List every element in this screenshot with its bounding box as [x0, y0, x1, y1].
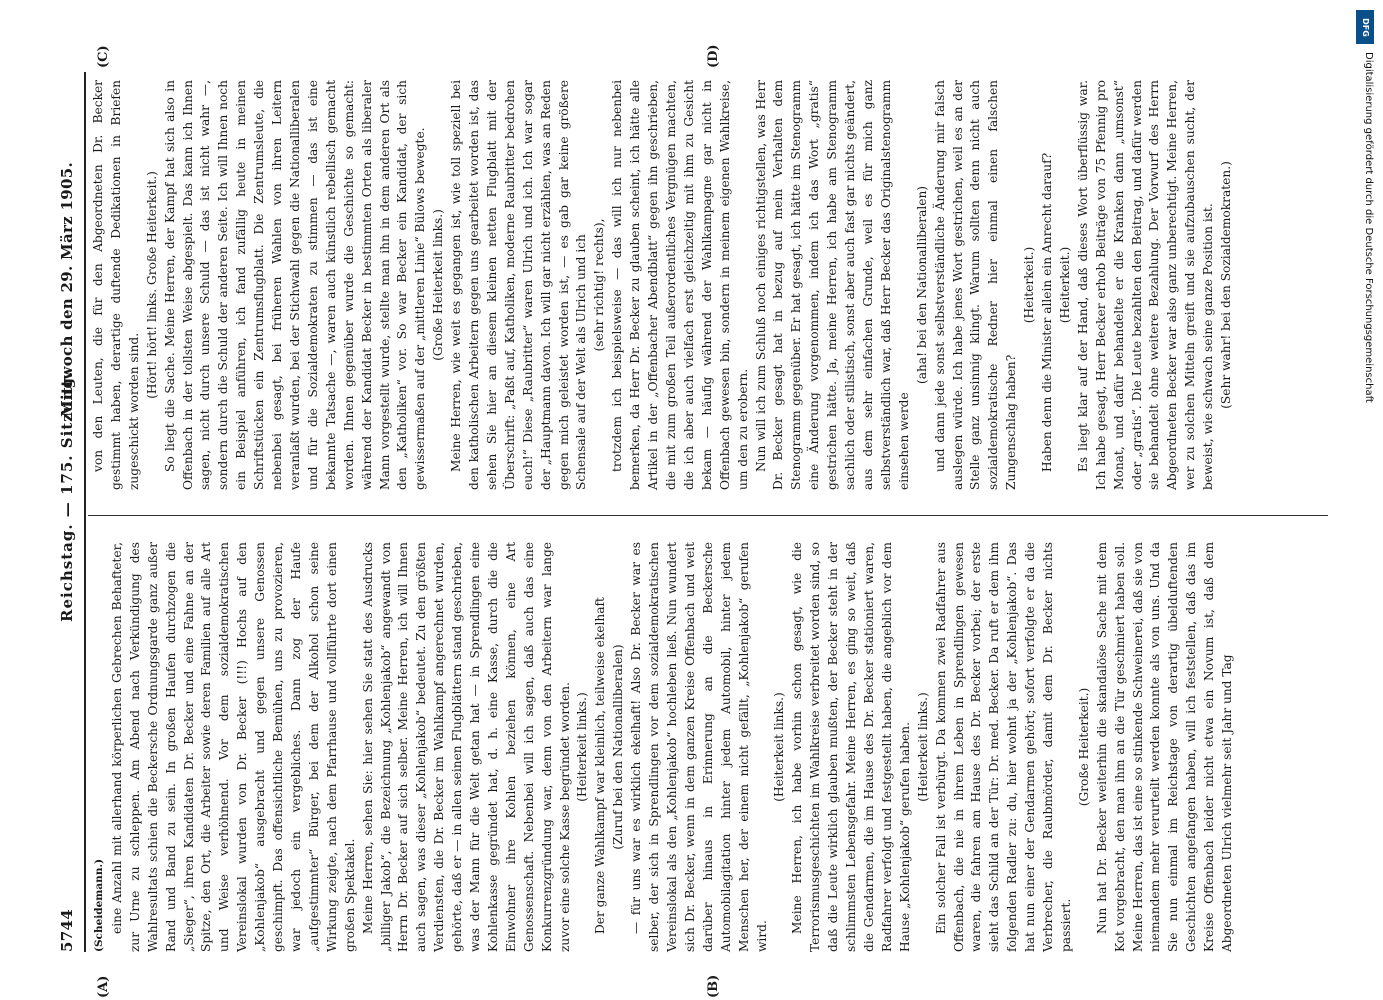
interjection: (Heiterkeit links.): [772, 692, 787, 802]
interjection: (Heiterkeit links.): [575, 692, 590, 802]
digitization-credit: Digitalisierung gefördert durch die Deutsche Forschungsgemeinschaft: [1363, 52, 1374, 403]
interjection: (Hört! hört! links. Große Heiterkeit.): [144, 171, 159, 399]
paragraph: — für uns war es wirklich ekelhaft! Also Dr. Becker war es selber, der sich in Sprendlingen vor dem sozialdemokratischen Vereinslokal als den „Kohlenjakob“ hochleben ließ. Nun wundert sich Dr. Becker, wenn in dem ganzen Kreise Offenbach und weit darüber hinaus in Erinnerung an die Beckersche Automobilagitation hinter jedem Automobil, hinter jedem Menschen her, der einem nicht gefällt, „Kohlenjakob“ gerufen wird.: [629, 542, 769, 952]
paragraph: eine Anzahl mit allerhand körperlichen Gebrechen Behafteter, zur Urne zu schleppen. Am Abend nach Verkündigung des Wahlresultats schien die Beckersche Ordnungsgarde ganz außer Rand und Band zu sein. In großen Haufen durchzogen die „Sieger“, ihren Kandidaten Dr. Becker und eine Fahne an der Spitze, den Ort, die Arbeiter sowie deren Familien auf alle Art und Weise verhöhnend. Vor dem sozialdemokratischen Vereinslokal wurden von Dr. Becker (!!!) Hochs auf den „Kohlenjakob“ ausgebracht und gegen unsere Genossen geschimpft. Das offensichtliche Bemühen, uns zu provozieren, war jedoch ein vergebliches. Dann zog der Haufe „aufgestimmter“ Bürger, bei dem der Alkohol schon seine Wirkung zeigte, nach dem Pfarrhause und vollführte dort einen großen Spektakel.: [109, 542, 357, 952]
paragraph: Meine Herren, ich habe vorhin schon gesagt, wie die Terrorismusgeschichten im Wahlkreise verbreitet worden sind, so daß die Leute wirklich glauben mußten, der Becker steht in der schlimmsten Lebensgefahr. Meine Herren, es ging so weit, daß die Gendarmen, die im Hause des Dr. Becker stationiert waren, Radfahrer verfolgt und festgestellt haben, die angeblich vor dem Hause „Kohlenjakob“ gerufen haben.: [790, 542, 912, 952]
interjection: (aha! bei den Nationalliberalen): [914, 185, 929, 385]
paragraph: Es liegt klar auf der Hand, daß dieses Wort überflüssig war. Ich habe gesagt, Herr Becker erhob Beiträge von 75 Pfennig pro Monat, und dafür behandelte er die Kranken dann „umsonst“ oder „gratis“. Die Leute bezahlten den Beitrag, und dafür werden sie behandelt ohne weitere Bezahlung. Der Vorwurf des Herrn Abgeordneten Becker war also ganz unberechtigt. Meine Herren, wer zu solchen Mitteln greift und sie aufzubauschen sucht, der beweist, wie schwach seine ganze Position ist.: [1075, 80, 1216, 490]
paragraph: und dann jede sonst selbstverständliche Änderung mir falsch auslegen würde. Ich habe jenes Wort gestrichen, weil es an der Stelle ganz unsinnig klingt. Warum sollten denn nicht auch sozialdemokratische Redner hier einmal einen falschen Zungenschlag haben?: [932, 80, 1019, 490]
digitization-sidebar: [1352, 10, 1378, 990]
column-divider: [88, 515, 1328, 516]
paragraph: von den Leuten, die für den Abgeordneten Dr. Becker gestimmt haben, derartige duftende Dedikationen in Briefen zugeschickt worden sind.: [91, 80, 141, 490]
margin-marker-a: (A): [96, 975, 111, 998]
paragraph: trotzdem ich beispielsweise — das will ich nur nebenbei bemerken, da Herr Dr. Becker zu glauben scheint, ich hätte alle Artikel in der „Offenbacher Abendblatt“ gegen ihn geschrieben, die mit zum großen Teil außerordentliches Vergnügen machten, die ich aber auch vielfach erst gleichzeitig mit ihm zu Gesicht bekam — häufig während der Wahlkampagne gar nicht in Offenbach gewesen bin, sondern in meinem eigenen Wahlkreise, um den zu erobern.: [610, 80, 750, 490]
rotated-page-content: [56, 44, 1336, 998]
dfg-logo: DFG: [1356, 10, 1374, 44]
paragraph: Nun hat Dr. Becker weiterhin die skandalöse Sache mit dem Kot vorgebracht, den man ihm an die Tür geschmiert haben soll. Meine Herren, das ist eine so stinkende Schweinerei, daß sie von niemandem mehr verurteilt werden konnte als von uns. Und da Sie nun einmal im Reichstage von derartig übelduftenden Geschichten angefangen haben, will ich feststellen, daß das im Kreise Offenbach leider nicht etwa ein Novum ist, daß dem Abgeordneten Ulrich vielmehr seit Jahr und Tag: [1094, 542, 1235, 952]
margin-marker-c: (C): [96, 45, 111, 68]
margin-marker-d: (D): [706, 44, 721, 68]
margin-marker-b: (B): [706, 974, 721, 998]
paragraph: So liegt die Sache. Meine Herren, der Kampf hat sich also in Offenbach in der tollsten Weise abgespielt. Das kann ich Ihnen sagen, nicht durch unsere Schuld — das ist nicht wahr —, sondern durch die Schuld der anderen Seite. Ich will Ihnen noch ein Beispiel anführen, ich fand zufällig heute in meinen Schriftstücken ein Zentrumsflugblatt. Die Zentrumsleute, die nebenbei gesagt, bei früheren Wahlen von ihren Leitern veranlaßt wurden, bei der Stichwahl gegen die Nationalliberalen und für die Sozialdemokraten zu stimmen — das ist eine bekannte Tatsache —, waren auch künstlich rebellisch gemacht worden. Ihnen gegenüber wurde die Geschichte so gemacht: während der Kandidat Becker in bestimmten Orten als liberaler Mann vorgestellt wurde, stellte man ihn in dem anderen Ort als den „Katholiken“ vor. So war Becker ein Kandidat, der sich gewissermaßen auf der „mittleren Linie“ Bülows bewegte.: [162, 80, 428, 490]
paragraph: Nun will ich zum Schluß noch einiges richtigstellen, was Herr Dr. Becker gesagt hat in bezug auf mein Verhalten dem Stenogramm gegenüber. Er hat gesagt, ich hätte im Stenogramm eine Änderung vorgenommen, indem ich das Wort „gratis“ gestrichen hätte. Ja, meine Herren, ich habe am Stenogramm sachlich oder stilistisch, sonst aber auch fast gar nichts geändert, aus dem sehr einfachen Grunde, weil es für mich ganz selbstverständlich war, daß Herr Becker das Originalstenogramm einsehen werde: [753, 80, 911, 490]
paragraph: Meine Herren, wie weit es gegangen ist, wie toll speziell bei den katholischen Arbeitern gegen uns gearbeitet worden ist, das sehen Sie hier an diesem kleinen netten Flugblatt mit der Überschrift: „Paßt auf, Katholiken, moderne Raubritter bedrohen euch!“ Diese „Raubritter“ waren Ulrich und ich. Ich war sogar der „Hauptmann davon. Ich will gar nicht erzählen, was an Reden gegen mich geleistet worden ist, — es gab gar keine größere Schensale auf der Welt als Ulrich und ich: [449, 80, 589, 490]
interjection: (Sehr wahr! bei den Sozialdemokraten.): [1219, 161, 1234, 409]
page-header: [56, 72, 82, 952]
interjection: (sehr richtig! rechts),: [592, 218, 607, 352]
right-text-column: [90, 80, 1236, 490]
speaker-label: (Scheidemann.): [93, 858, 105, 952]
header-rule: [84, 72, 86, 952]
interjection: (Zuruf bei den Nationalliberalen): [611, 644, 626, 850]
session-date: Mittwoch den 29. März 1905.: [58, 162, 76, 417]
interjection: (Heiterkeit.): [1022, 246, 1037, 324]
paragraph: Meine Herren, sehen Sie: hier sehen Sie statt des Ausdrucks „billiger Jakob“, die Bezeichnung „Kohlenjakob“ angewandt von Herrn Dr. Becker auf sich selber. Meine Herren, ich will Ihnen auch sagen, was dieser „Kohlenjakob“ bedeutet. Zu den größten Verdiensten, die Dr. Becker im Wahlkampf angerechnet wurden, gehörte, daß er — in allen seinen Flugblättern stand geschrieben, was der Mann für die Welt getan hat — in Sprendlingen eine Kohlenkasse gegründet hat, d. h. eine Kasse, durch die die Einwohner ihre Kohlen beziehen können, eine Art Genossenschaft. Nebenbei will ich sagen, daß auch das eine Konkurrenzgründung war, denn von den Arbeitern war lange zuvor eine solche Kasse begründet worden.: [360, 542, 572, 952]
paragraph: Der ganze Wahlkampf war kleinlich, teilweise ekelhaft: [593, 597, 608, 934]
page-number: 5744: [58, 909, 76, 952]
paragraph: Haben denn die Minister allein ein Anrecht darauf?: [1040, 152, 1055, 472]
interjection: (Heiterkeit links.): [915, 692, 930, 802]
interjection: (Heiterkeit.): [1057, 246, 1072, 324]
paragraph: Ein solcher Fall ist verbürgt. Da kommen zwei Radfahrer aus Offenbach, die nie in ihrem Leben in Sprendlingen gewesen waren, die fahren am Hause des Dr. Becker vorbei; der erste sieht das Schild an der Tür: Dr. med. Becker. Da ruft er dem ihm folgenden Radler zu: du, hier wohnt ja der „Kohlenjakob“. Das hat nun einer der Gendarmen gehört; sofort verfolgte er da die Verbrecher, die Raubmörder, damit dem Dr. Becker nichts passiert.: [933, 542, 1073, 952]
page-title: Reichstag. — 175. Sitzung.: [58, 370, 76, 622]
left-text-column: [90, 542, 1237, 952]
interjection: (Große Heiterkeit.): [1076, 687, 1091, 807]
interjection: (Große Heiterkeit links.): [431, 209, 446, 361]
